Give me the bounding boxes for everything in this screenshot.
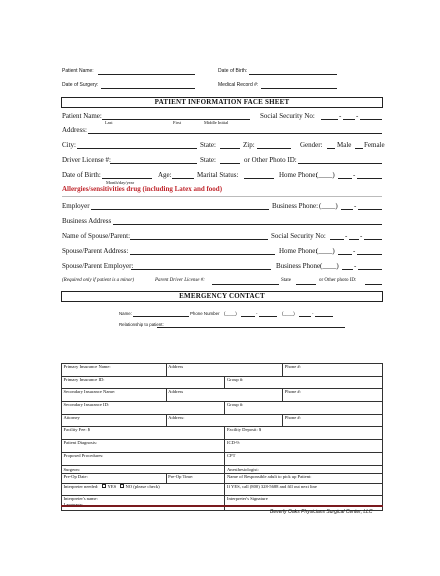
interpreter-name-label: Interpreter's name: — [63, 496, 98, 502]
age-label: Age: — [158, 171, 172, 179]
zip-label: Zip: — [243, 141, 255, 149]
other-photo-field[interactable] — [298, 163, 382, 164]
header-dob-field[interactable] — [249, 74, 337, 75]
address-label: Address: — [62, 126, 87, 134]
gender-label: Gender: — [300, 141, 323, 149]
spouse-ssn-dash-2: - — [360, 232, 363, 240]
primary-insurance-address-cell[interactable]: Address — [166, 364, 283, 377]
home-phone-label: Home Phone: — [279, 171, 318, 179]
no-label: NO (please check) — [125, 483, 160, 489]
procedures-cell[interactable]: Proposed Procedures: — [62, 452, 225, 465]
yes-checkbox[interactable] — [102, 484, 106, 488]
primary-group-cell[interactable]: Group #: — [225, 376, 383, 389]
spouse-business-phone-prefix[interactable] — [342, 269, 353, 270]
zip-field[interactable] — [257, 148, 291, 149]
dob-label: Date of Birth: — [62, 171, 101, 179]
city-label: City: — [62, 141, 77, 149]
emergency-contact-title: EMERGENCY CONTACT — [61, 291, 383, 302]
header-patient-name-field[interactable] — [98, 74, 195, 75]
header-patient-name-label: Patient Name: — [62, 68, 94, 74]
business-phone-prefix[interactable] — [341, 209, 353, 210]
ssn-dash-2: - — [356, 112, 359, 120]
insurance-table — [61, 363, 383, 511]
header-medical-record-field[interactable] — [261, 88, 337, 89]
business-address-label: Business Address — [62, 217, 112, 225]
spouse-business-phone-area[interactable]: (____) — [320, 262, 339, 270]
spouse-employer-field[interactable] — [131, 269, 271, 270]
marital-label: Marital Status: — [197, 171, 239, 179]
attorney-phone-cell[interactable]: Phone #: — [283, 414, 383, 427]
table-row — [62, 364, 383, 377]
employer-field[interactable] — [91, 209, 269, 210]
spouse-ssn-field-1[interactable] — [330, 239, 344, 240]
home-phone-prefix[interactable] — [338, 178, 352, 179]
spouse-home-phone-area[interactable]: (____) — [316, 247, 335, 255]
business-phone-area[interactable]: (____) — [319, 202, 338, 210]
minor-note: (Required only if patient is a minor) — [62, 278, 135, 283]
home-phone-area[interactable]: (____) — [316, 171, 335, 179]
primary-insurance-name-cell[interactable]: Primary Insurance Name: — [62, 364, 167, 377]
spouse-business-phone-label: Business Phone — [276, 262, 321, 270]
business-address-field[interactable] — [113, 224, 382, 225]
emergency-alt-phone-dash: - — [312, 311, 314, 316]
interpreter-needed-cell — [62, 483, 225, 496]
spouse-address-field[interactable] — [130, 254, 275, 255]
emergency-phone-prefix[interactable] — [241, 316, 255, 317]
state-label: State: — [200, 141, 216, 149]
yes-label: YES — [107, 483, 117, 489]
relationship-field[interactable] — [157, 327, 345, 328]
interpreter-name-cell[interactable] — [62, 496, 225, 511]
last-sublabel: Last — [105, 120, 113, 125]
emergency-phone-dash: - — [256, 311, 258, 316]
emergency-alt-phone-area[interactable]: (____) — [282, 311, 295, 316]
address-field[interactable] — [88, 133, 382, 134]
header-surgery-date-label: Date of Surgery: — [62, 82, 99, 88]
parent-state-label: State — [281, 278, 291, 283]
dl-state-label: State: — [200, 156, 216, 164]
emergency-alt-phone-line[interactable] — [315, 316, 333, 317]
business-phone-line[interactable] — [358, 209, 382, 210]
attorney-cell[interactable]: Attorney — [62, 414, 167, 427]
home-phone-line[interactable] — [357, 178, 382, 179]
female-check[interactable] — [355, 148, 363, 149]
secondary-group-cell[interactable]: Group #: — [225, 402, 383, 415]
marital-field[interactable] — [244, 178, 274, 179]
spouse-ssn-dash-1: - — [345, 232, 348, 240]
business-phone-dash: - — [354, 202, 357, 210]
spouse-name-field[interactable] — [130, 239, 268, 240]
interpreter-signature-cell[interactable]: Interpreter's Signature — [225, 496, 383, 511]
parent-state-field[interactable] — [296, 284, 316, 285]
no-checkbox[interactable] — [120, 484, 124, 488]
female-label: Female — [364, 141, 385, 149]
table-row — [62, 440, 383, 453]
preop-time-cell[interactable]: Pre-Op Time: — [166, 473, 225, 483]
male-check[interactable] — [327, 148, 335, 149]
anesthesiologist-cell[interactable]: Anesthesiologist: — [225, 465, 383, 473]
spouse-home-phone-line[interactable] — [357, 254, 382, 255]
facility-deposit-cell[interactable]: Facility Deposit: $ — [225, 427, 383, 440]
table-row — [62, 402, 383, 415]
table-row — [62, 473, 383, 483]
table-row — [62, 483, 383, 496]
ssn-field-2[interactable] — [343, 119, 355, 120]
table-row — [62, 376, 383, 389]
primary-insurance-phone-cell[interactable]: Phone #: — [283, 364, 383, 377]
header-surgery-date-field[interactable] — [101, 88, 195, 89]
dl-field[interactable] — [110, 163, 197, 164]
table-row — [62, 414, 383, 427]
footer-organization: Beverly Oaks Physicians Surgical Center, LLC — [270, 509, 373, 515]
emergency-phone-line[interactable] — [259, 316, 277, 317]
if-yes-cell: If YES, call (800) 328-5688 and fill out next line — [225, 483, 383, 496]
spouse-address-label: Spouse/Parent Address: — [62, 247, 129, 255]
secondary-insurance-id-cell[interactable]: Secondary Insurance ID: — [62, 402, 225, 415]
dob-field[interactable] — [102, 178, 152, 179]
patient-name-label: Patient Name: — [62, 112, 102, 120]
spouse-home-phone-label: Home Phone: — [279, 247, 318, 255]
spouse-ssn-field-3[interactable] — [364, 239, 382, 240]
icd-cell[interactable]: ICD-9: — [225, 440, 383, 453]
emergency-alt-phone-prefix[interactable] — [299, 316, 311, 317]
secondary-insurance-address-cell[interactable]: Address — [166, 389, 283, 402]
spouse-ssn-label: Social Security No: — [271, 232, 326, 240]
footer-divider — [61, 505, 383, 507]
secondary-insurance-phone-cell[interactable]: Phone #: — [283, 389, 383, 402]
emergency-name-label: Name: — [119, 311, 132, 316]
parent-dl-field[interactable] — [212, 284, 279, 285]
parent-dl-label: Parent Driver License #: — [155, 278, 205, 283]
spouse-employer-label: Spouse/Parent Employer: — [62, 262, 134, 270]
first-sublabel: First — [173, 120, 182, 125]
header-medical-record-label: Medical Record #: — [218, 82, 259, 88]
interpreter-needed-label: Interpreter needed: — [63, 483, 99, 489]
allergies-label: Allergies/sensitivities drug (including Latex and food) — [62, 185, 223, 193]
secondary-insurance-name-cell[interactable]: Secondary Insurance Name: — [62, 389, 167, 402]
emergency-phone-label: Phone Number — [190, 311, 220, 316]
age-field[interactable] — [172, 178, 194, 179]
table-row — [62, 389, 383, 402]
primary-insurance-id-cell[interactable]: Primary Insurance ID: — [62, 376, 225, 389]
home-phone-dash: - — [353, 171, 356, 179]
surgeon-cell[interactable]: Surgeon: — [62, 465, 225, 473]
attorney-address-cell[interactable]: Address: — [166, 414, 283, 427]
employer-label: Employer — [62, 202, 90, 210]
ssn-field-1[interactable] — [321, 119, 338, 120]
allergies-field[interactable] — [62, 196, 382, 197]
other-photo-label: or Other Photo ID: — [244, 156, 297, 164]
facility-fee-cell[interactable]: Facility Fee: $ — [62, 427, 225, 440]
dob-sublabel: Month/day/year — [106, 180, 135, 185]
parent-other-photo-field[interactable] — [365, 284, 382, 285]
spouse-home-phone-prefix[interactable] — [338, 254, 352, 255]
dl-state-field[interactable] — [220, 163, 240, 164]
male-label: Male — [337, 141, 352, 149]
relationship-label: Relationship to patient: — [119, 322, 164, 327]
state-field[interactable] — [220, 148, 240, 149]
ssn-dash-1: - — [339, 112, 342, 120]
responsible-adult-cell[interactable]: Name of Responsible adult to pick up Patient: — [225, 473, 383, 483]
table-row — [62, 452, 383, 465]
spouse-ssn-field-2[interactable] — [349, 239, 359, 240]
dl-label: Driver License #: — [62, 156, 111, 164]
cpt-cell[interactable]: CPT — [225, 452, 383, 465]
business-phone-label: Business Phone: — [272, 202, 319, 210]
ssn-label: Social Security No: — [260, 112, 315, 120]
parent-other-photo-label: or Other photo ID: — [319, 278, 357, 283]
preop-date-cell[interactable]: Pre-Op Date: — [62, 473, 167, 483]
spouse-business-phone-dash: - — [354, 262, 357, 270]
spouse-home-phone-dash: - — [353, 247, 356, 255]
diagnosis-cell[interactable]: Patient Diagnosis: — [62, 440, 225, 453]
emergency-name-field[interactable] — [133, 316, 189, 317]
patient-info-title: PATIENT INFORMATION FACE SHEET — [61, 97, 383, 108]
emergency-phone-area[interactable]: (____) — [224, 311, 237, 316]
ssn-field-3[interactable] — [360, 119, 382, 120]
spouse-business-phone-line[interactable] — [358, 269, 382, 270]
table-row — [62, 465, 383, 473]
spouse-name-label: Name of Spouse/Parent: — [62, 232, 131, 240]
city-field[interactable] — [77, 148, 197, 149]
middle-sublabel: Middle Initial — [204, 120, 229, 125]
header-dob-label: Date of Birth: — [218, 68, 248, 74]
table-row — [62, 427, 383, 440]
